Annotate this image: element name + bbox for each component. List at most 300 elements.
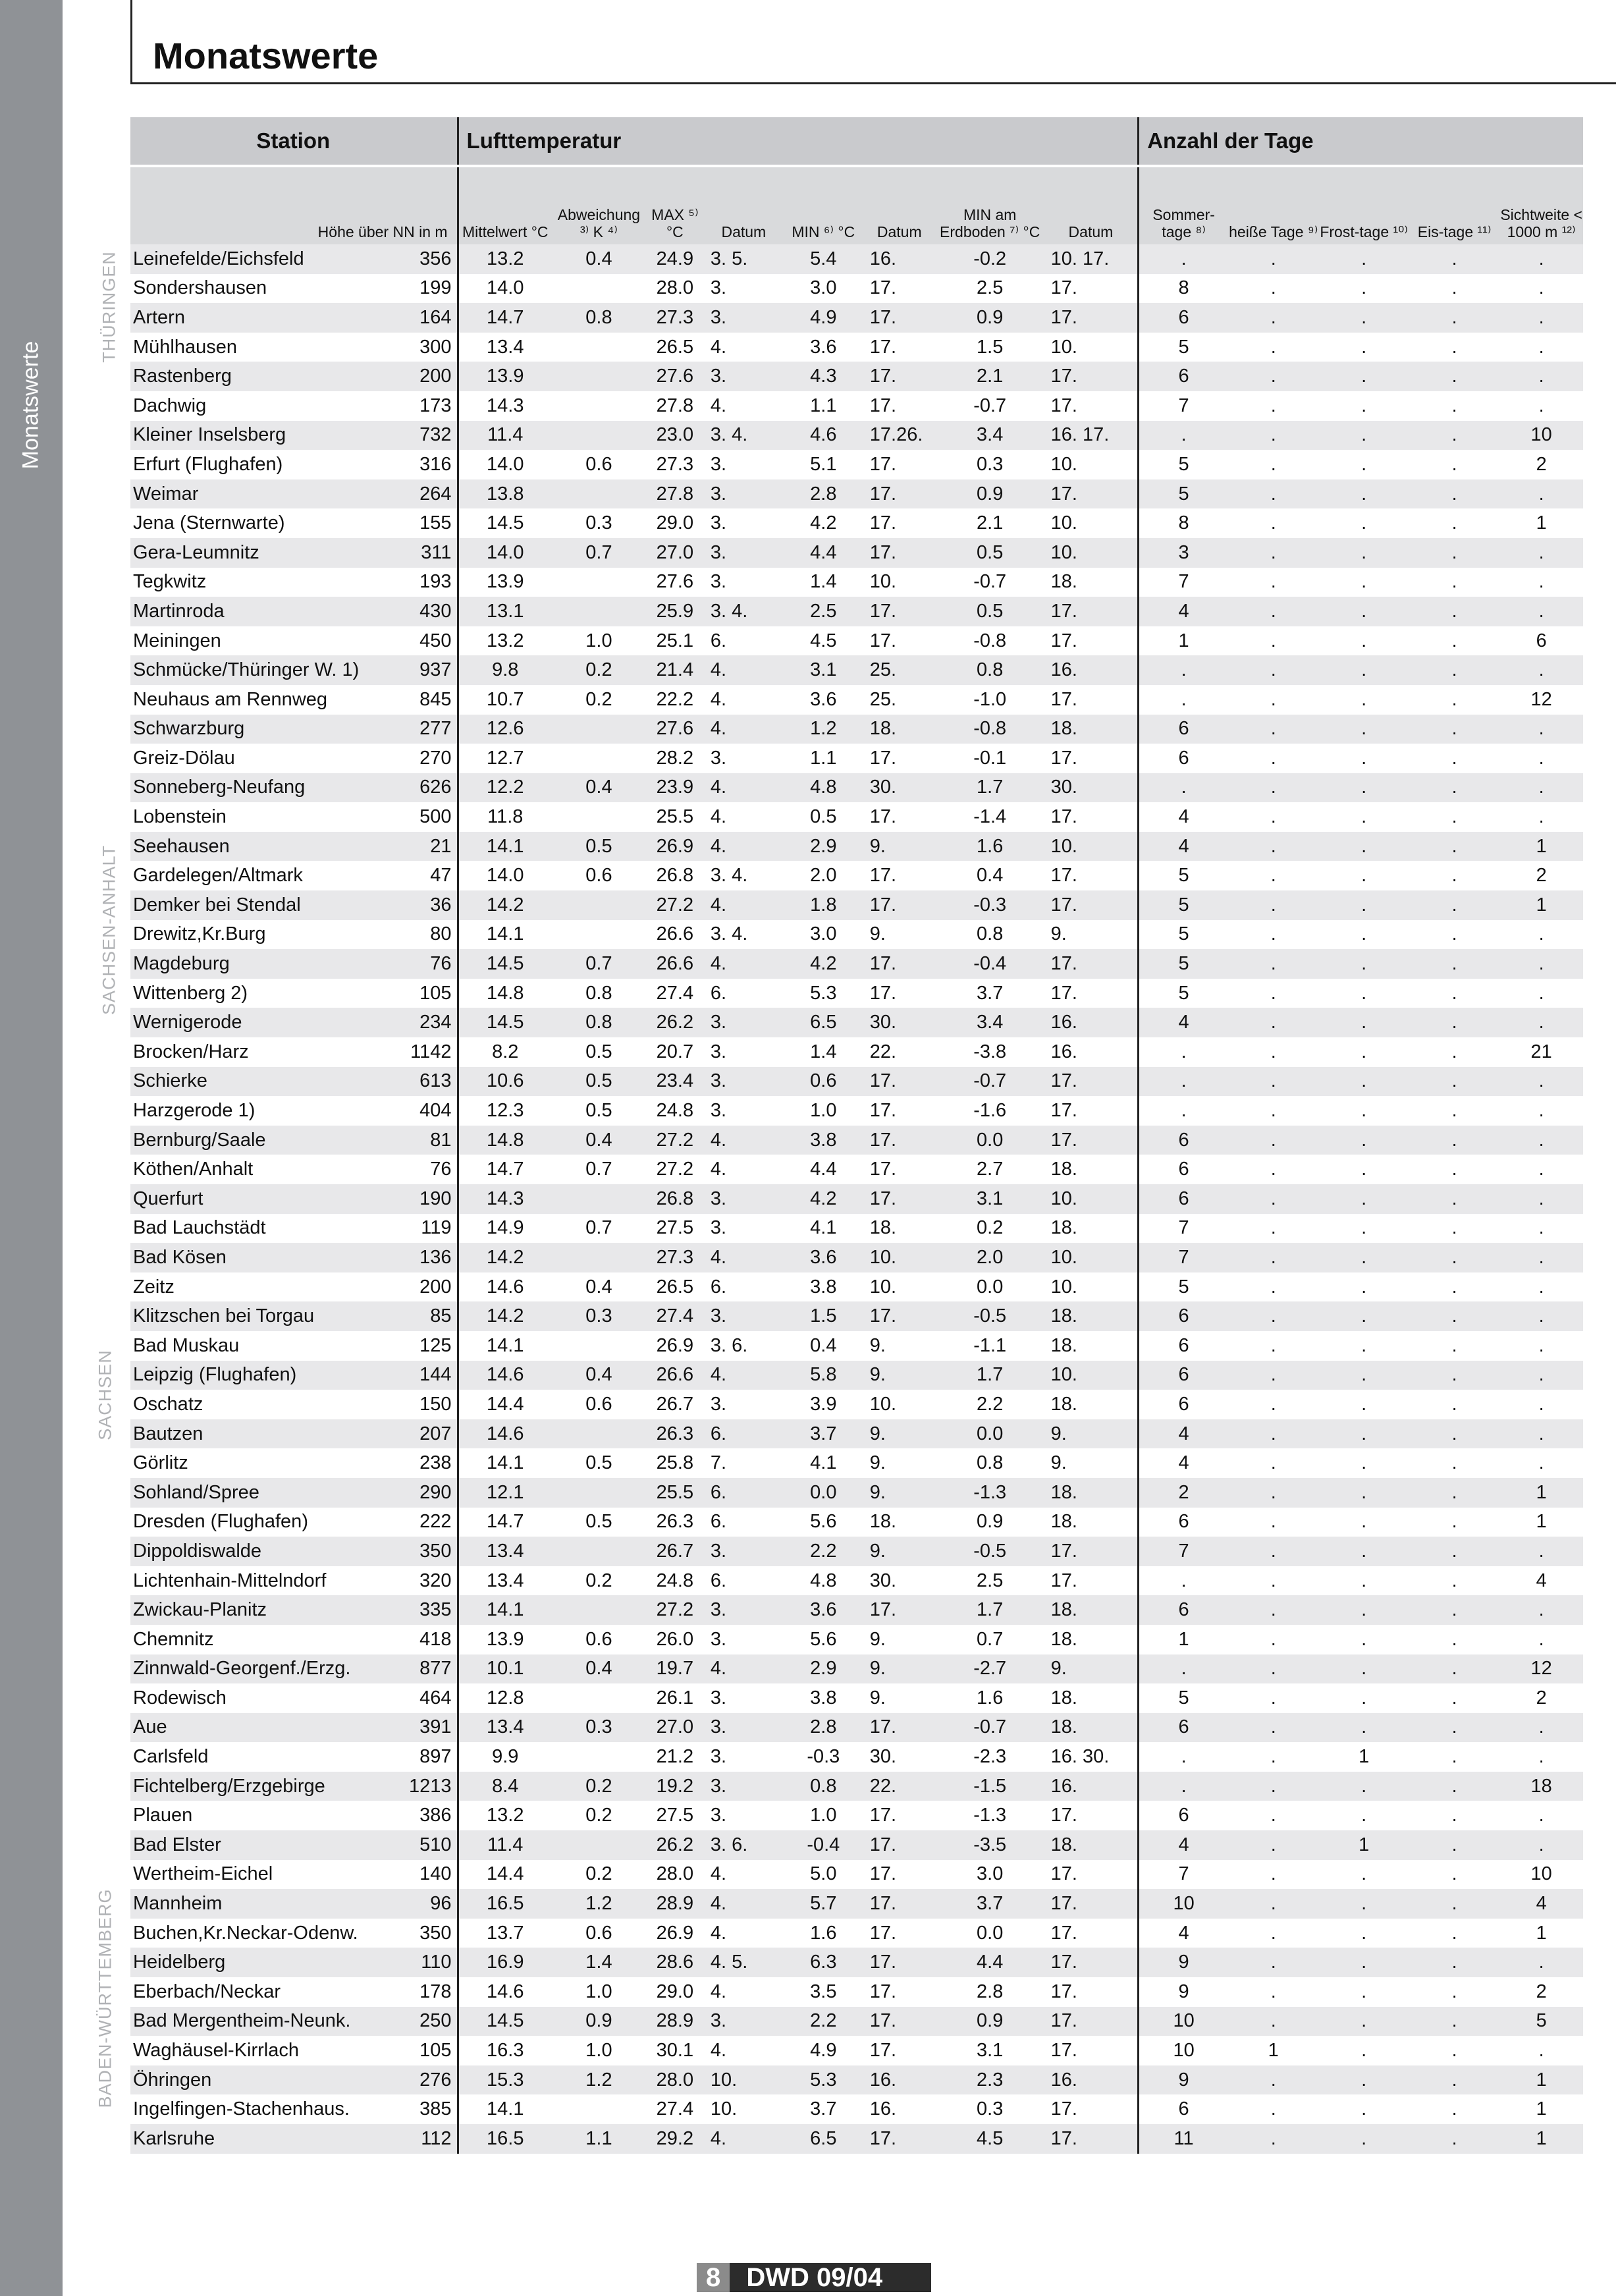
erdboden-datum: 17. xyxy=(1044,861,1139,890)
min: 6.5 xyxy=(784,1008,863,1037)
mittelwert: 14.5 xyxy=(458,949,552,979)
max: 19.7 xyxy=(646,1654,704,1684)
eistage: . xyxy=(1409,1713,1499,1743)
max: 26.8 xyxy=(656,865,694,887)
eistage: . xyxy=(1409,1067,1499,1097)
hoehe: 112 xyxy=(407,2124,458,2154)
abweichung: 1.0 xyxy=(585,630,612,651)
erdboden-datum: 17. xyxy=(1044,303,1139,333)
min-erdboden: 1.5 xyxy=(977,336,1004,358)
sommertage: 2 xyxy=(1139,1478,1228,1508)
max: 29.0 xyxy=(656,1981,694,2002)
max: 27.6 xyxy=(646,362,704,391)
sommertage: 7 xyxy=(1139,1860,1228,1890)
mittelwert: 10.6 xyxy=(458,1067,552,1097)
min-erdboden: -3.8 xyxy=(973,1041,1007,1062)
min: 1.2 xyxy=(784,715,863,744)
abweichung: 0.7 xyxy=(552,949,646,979)
heisse-tage: . xyxy=(1228,597,1318,626)
max: 27.2 xyxy=(646,1126,704,1155)
min-erdboden: 1.6 xyxy=(977,1687,1004,1708)
abweichung: 0.4 xyxy=(552,773,646,803)
erdboden-datum: 16. xyxy=(1044,1008,1139,1037)
station-name: Leipzig (Flughafen) xyxy=(130,1361,407,1390)
sichtweite: . xyxy=(1538,982,1544,1004)
sichtweite: 2 xyxy=(1536,1981,1547,2002)
frosttage: . xyxy=(1318,1478,1409,1508)
mittelwert: 14.2 xyxy=(458,1301,552,1331)
frosttage: . xyxy=(1318,1595,1409,1625)
sommertage: 6 xyxy=(1139,715,1228,744)
table-row xyxy=(130,1096,1583,1126)
heisse-tage: . xyxy=(1270,2098,1276,2120)
hoehe: 316 xyxy=(419,453,452,475)
mittelwert: 14.7 xyxy=(458,1508,552,1537)
min-erdboden: -0.2 xyxy=(936,244,1044,274)
station-name: Meiningen xyxy=(133,630,221,651)
mittelwert: 11.8 xyxy=(458,802,552,832)
sommertage: 10 xyxy=(1139,1889,1228,1919)
mittelwert: 14.2 xyxy=(458,1243,552,1272)
sommertage: 10 xyxy=(1139,2036,1228,2065)
mittelwert: 16.5 xyxy=(458,1889,552,1919)
station-name: Gardelegen/Altmark xyxy=(133,865,303,887)
heisse-tage: . xyxy=(1270,1687,1276,1708)
erdboden-datum: 17. xyxy=(1044,479,1139,509)
state-label-baden-wuerttemberg: BADEN-WÜRTTEMBERG xyxy=(95,1888,115,2108)
hoehe: 76 xyxy=(430,1159,452,1180)
eistage: . xyxy=(1409,1361,1499,1390)
max: 27.2 xyxy=(646,890,704,920)
heisse-tage: . xyxy=(1270,1570,1276,1591)
eistage: . xyxy=(1451,1687,1457,1708)
abweichung xyxy=(552,597,646,626)
header-min: MIN ⁶⁾ °C xyxy=(784,166,863,244)
sichtweite: 4 xyxy=(1499,1889,1583,1919)
heisse-tage: . xyxy=(1228,1361,1318,1390)
erdboden-datum: 17. xyxy=(1044,2124,1139,2154)
sommertage: 5 xyxy=(1139,949,1228,979)
frosttage: . xyxy=(1361,2040,1367,2062)
max: 25.1 xyxy=(656,630,694,651)
sichtweite: . xyxy=(1499,1126,1583,1155)
max-datum: 3. 4. xyxy=(704,421,784,451)
min-datum: 9. xyxy=(869,923,886,945)
min-datum: 10. xyxy=(869,1276,897,1298)
mittelwert: 14.2 xyxy=(458,890,552,920)
eistage: . xyxy=(1451,688,1457,710)
table-row xyxy=(130,508,1583,538)
heisse-tage: . xyxy=(1270,1981,1276,2002)
hoehe: 200 xyxy=(419,1276,452,1298)
mittelwert: 14.3 xyxy=(458,391,552,421)
min-datum: 17. xyxy=(863,362,936,391)
hoehe: 140 xyxy=(419,1863,452,1885)
sommertage: . xyxy=(1139,1067,1228,1097)
sommertage: . xyxy=(1139,1654,1228,1684)
eistage: . xyxy=(1451,1334,1457,1356)
heisse-tage: . xyxy=(1270,1863,1276,1885)
min: 0.8 xyxy=(784,1772,863,1801)
erdboden-datum: 18. xyxy=(1044,1301,1139,1331)
hoehe: 277 xyxy=(407,715,458,744)
station-name: Bad Mergentheim-Neunk. xyxy=(130,2007,407,2036)
heisse-tage: . xyxy=(1270,1746,1276,1768)
mittelwert: 14.0 xyxy=(458,274,552,304)
hoehe: 200 xyxy=(407,362,458,391)
min: 5.4 xyxy=(784,244,863,274)
mittelwert: 13.4 xyxy=(458,333,552,362)
heisse-tage: . xyxy=(1270,395,1276,416)
sichtweite: . xyxy=(1499,773,1583,803)
min-erdboden: 1.6 xyxy=(936,832,1044,861)
sichtweite: 10 xyxy=(1530,1863,1552,1885)
sichtweite: . xyxy=(1499,597,1583,626)
mittelwert: 11.4 xyxy=(458,1830,552,1860)
mittelwert: 14.6 xyxy=(458,1419,552,1449)
frosttage: . xyxy=(1361,1981,1367,2002)
mittelwert: 13.8 xyxy=(458,479,552,509)
min: 2.2 xyxy=(784,1537,863,1566)
frosttage: . xyxy=(1318,1713,1409,1743)
frosttage: . xyxy=(1318,244,1409,274)
min: 4.8 xyxy=(784,773,863,803)
eistage: . xyxy=(1451,277,1457,299)
sommertage: 6 xyxy=(1139,1508,1228,1537)
abweichung xyxy=(552,568,646,597)
eistage: . xyxy=(1409,1595,1499,1625)
frosttage: . xyxy=(1361,453,1367,475)
sommertage: 6 xyxy=(1139,1184,1228,1214)
frosttage: . xyxy=(1318,1419,1409,1449)
sommertage: 9 xyxy=(1139,1977,1228,2007)
max-datum: 10. xyxy=(704,2065,784,2095)
hoehe: 76 xyxy=(407,949,458,979)
table-row xyxy=(130,1331,1583,1361)
sichtweite: . xyxy=(1499,1184,1583,1214)
hoehe: 845 xyxy=(419,688,452,710)
min-erdboden: -0.8 xyxy=(973,630,1007,651)
mittelwert: 13.9 xyxy=(458,568,552,597)
heisse-tage: . xyxy=(1270,1922,1276,1944)
eistage: . xyxy=(1409,1537,1499,1566)
frosttage: 1 xyxy=(1359,1746,1370,1768)
eistage: . xyxy=(1409,244,1499,274)
abweichung: 0.8 xyxy=(552,303,646,333)
sichtweite: . xyxy=(1499,362,1583,391)
max-datum: 3. 6. xyxy=(710,1334,748,1356)
mittelwert: 12.2 xyxy=(458,773,552,803)
min: 1.0 xyxy=(810,1100,837,1122)
min: 5.3 xyxy=(784,2065,863,2095)
hoehe: 81 xyxy=(407,1126,458,1155)
mittelwert: 14.6 xyxy=(458,1272,552,1302)
header-abweichung: Abweichung ³⁾ K ⁴⁾ xyxy=(552,166,646,244)
max: 26.6 xyxy=(646,1361,704,1390)
mittelwert: 13.1 xyxy=(458,597,552,626)
min-erdboden: -1.1 xyxy=(973,1334,1007,1356)
table-row xyxy=(130,1772,1583,1801)
sichtweite: . xyxy=(1499,538,1583,568)
sommertage: 6 xyxy=(1139,1390,1228,1419)
frosttage: . xyxy=(1361,865,1367,887)
heisse-tage: . xyxy=(1228,1830,1318,1860)
eistage: . xyxy=(1409,362,1499,391)
eistage: . xyxy=(1409,1889,1499,1919)
heisse-tage: . xyxy=(1270,1511,1276,1533)
min-erdboden: 3.4 xyxy=(936,421,1044,451)
sommertage: 4 xyxy=(1139,802,1228,832)
max: 26.5 xyxy=(656,336,694,358)
hoehe: 626 xyxy=(407,773,458,803)
station-name: Dachwig xyxy=(133,395,207,416)
abweichung xyxy=(552,1331,646,1361)
min-datum: 25. xyxy=(869,688,897,710)
station-name: Schwarzburg xyxy=(130,715,407,744)
table-row xyxy=(130,1654,1583,1684)
hoehe: 418 xyxy=(419,1628,452,1650)
sichtweite: 4 xyxy=(1536,1570,1547,1591)
min-erdboden: -0.4 xyxy=(936,949,1044,979)
sichtweite: . xyxy=(1538,1805,1544,1826)
erdboden-datum: 17. xyxy=(1044,362,1139,391)
station-name: Harzgerode 1) xyxy=(133,1100,256,1122)
station-name: Neuhaus am Rennweg xyxy=(133,688,328,710)
min-erdboden: 0.8 xyxy=(977,923,1004,945)
station-name: Wittenberg 2) xyxy=(133,982,248,1004)
station-name: Bad Muskau xyxy=(133,1334,240,1356)
max-datum: 3. xyxy=(710,277,727,299)
min-erdboden: -2.3 xyxy=(973,1746,1007,1768)
frosttage: . xyxy=(1361,1922,1367,1944)
min-erdboden: -0.8 xyxy=(936,715,1044,744)
heisse-tage: . xyxy=(1228,1126,1318,1155)
eistage: . xyxy=(1409,1008,1499,1037)
station-name: Seehausen xyxy=(130,832,407,861)
min-datum: 17.26. xyxy=(863,421,936,451)
hoehe: 450 xyxy=(419,630,452,651)
mittelwert: 13.4 xyxy=(458,1713,552,1743)
max: 27.4 xyxy=(646,1301,704,1331)
min-datum: 17. xyxy=(869,1863,897,1885)
station-name: Görlitz xyxy=(133,1452,188,1474)
heisse-tage: . xyxy=(1228,655,1318,685)
min: 2.8 xyxy=(784,1713,863,1743)
max-datum: 3. xyxy=(710,1041,727,1062)
frosttage: . xyxy=(1318,832,1409,861)
min: 1.1 xyxy=(810,747,837,769)
min-datum: 18. xyxy=(863,715,936,744)
table-row xyxy=(130,1448,1583,1478)
min: 0.4 xyxy=(810,1334,837,1356)
hoehe: 464 xyxy=(419,1687,452,1708)
abweichung xyxy=(552,802,646,832)
max-datum: 4. xyxy=(710,1159,727,1180)
max: 28.0 xyxy=(646,2065,704,2095)
abweichung: 0.4 xyxy=(552,1126,646,1155)
max-datum: 3. xyxy=(710,1217,727,1239)
max-datum: 3. xyxy=(710,1628,727,1650)
sichtweite: . xyxy=(1499,1948,1583,1977)
sommertage: 6 xyxy=(1139,2094,1228,2124)
max-datum: 3. xyxy=(710,1805,727,1826)
eistage: . xyxy=(1409,773,1499,803)
heisse-tage: . xyxy=(1270,453,1276,475)
min: -0.4 xyxy=(784,1830,863,1860)
eistage: . xyxy=(1451,1217,1457,1239)
min-erdboden: -0.7 xyxy=(973,571,1007,593)
mittelwert: 13.4 xyxy=(458,1566,552,1596)
min-datum: 9. xyxy=(869,1628,886,1650)
min-erdboden: -0.7 xyxy=(973,395,1007,416)
hoehe: 199 xyxy=(419,277,452,299)
state-label-thueringen: THÜRINGEN xyxy=(99,251,119,363)
min: 5.6 xyxy=(810,1511,837,1533)
table-row xyxy=(130,1126,1583,1155)
frosttage: . xyxy=(1318,421,1409,451)
frosttage: . xyxy=(1361,747,1367,769)
erdboden-datum: 10. xyxy=(1044,450,1139,479)
erdboden-datum: 18. xyxy=(1044,1478,1139,1508)
sommertage: 4 xyxy=(1139,832,1228,861)
min: 2.0 xyxy=(810,865,837,887)
hoehe: 150 xyxy=(419,1393,452,1415)
min: 3.8 xyxy=(810,1276,837,1298)
station-name: Sonneberg-Neufang xyxy=(130,773,407,803)
min-erdboden: -0.5 xyxy=(936,1301,1044,1331)
erdboden-datum: 17. xyxy=(1044,1801,1139,1830)
min-erdboden: 2.8 xyxy=(977,1981,1004,2002)
max: 27.2 xyxy=(646,1595,704,1625)
mittelwert: 15.3 xyxy=(458,2065,552,2095)
eistage: . xyxy=(1409,1830,1499,1860)
mittelwert: 10.1 xyxy=(458,1654,552,1684)
abweichung xyxy=(552,1683,646,1713)
heisse-tage: . xyxy=(1228,1595,1318,1625)
page-title: Monatswerte xyxy=(153,35,379,76)
header-datum-erdboden: Datum xyxy=(1044,166,1139,244)
hoehe: 335 xyxy=(407,1595,458,1625)
table-row xyxy=(130,1860,1583,1890)
min-datum: 17. xyxy=(869,395,897,416)
min-erdboden: 0.5 xyxy=(936,538,1044,568)
min-datum: 16. xyxy=(869,2098,897,2120)
min-erdboden: 0.9 xyxy=(936,303,1044,333)
erdboden-datum: 17. xyxy=(1044,1889,1139,1919)
erdboden-datum: 10. xyxy=(1044,1243,1139,1272)
sichtweite: . xyxy=(1538,923,1544,945)
mittelwert: 12.1 xyxy=(458,1478,552,1508)
frosttage: . xyxy=(1361,1100,1367,1122)
table-row xyxy=(130,1948,1583,1977)
frosttage: . xyxy=(1361,1393,1367,1415)
frosttage: . xyxy=(1361,2098,1367,2120)
heisse-tage: . xyxy=(1228,1889,1318,1919)
min-erdboden: 0.0 xyxy=(977,1276,1004,1298)
max-datum: 6. xyxy=(710,1511,727,1533)
table-row xyxy=(130,715,1583,744)
table-row xyxy=(130,1566,1583,1596)
station-name: Sondershausen xyxy=(133,277,267,299)
min: 3.8 xyxy=(810,1687,837,1708)
min-erdboden: 0.8 xyxy=(977,1452,1004,1474)
sichtweite: 1 xyxy=(1536,2098,1547,2120)
min: 4.9 xyxy=(784,303,863,333)
erdboden-datum: 17. xyxy=(1044,949,1139,979)
min: 5.6 xyxy=(810,1628,837,1650)
erdboden-datum: 16. 30. xyxy=(1044,1742,1139,1772)
eistage: . xyxy=(1451,1452,1457,1474)
mittelwert: 14.9 xyxy=(458,1214,552,1244)
max-datum: 3. xyxy=(704,1184,784,1214)
max-datum: 6. xyxy=(704,1419,784,1449)
table-row xyxy=(130,1067,1583,1097)
mittelwert: 14.1 xyxy=(458,920,552,950)
hoehe: 85 xyxy=(407,1301,458,1331)
max: 24.8 xyxy=(656,1100,694,1122)
abweichung xyxy=(552,744,646,773)
eistage: . xyxy=(1451,747,1457,769)
heisse-tage: . xyxy=(1228,890,1318,920)
sichtweite: . xyxy=(1499,1361,1583,1390)
min-datum: 10. xyxy=(869,1393,897,1415)
table-row xyxy=(130,1977,1583,2007)
sichtweite: . xyxy=(1499,1713,1583,1743)
mittelwert: 13.2 xyxy=(458,244,552,274)
station-name: Rodewisch xyxy=(133,1687,227,1708)
min: 3.6 xyxy=(810,688,837,710)
table-row xyxy=(130,2007,1583,2036)
min-datum: 17. xyxy=(863,2007,936,2036)
heisse-tage: . xyxy=(1228,2065,1318,2095)
max: 26.9 xyxy=(646,832,704,861)
sichtweite: 1 xyxy=(1499,890,1583,920)
max: 27.5 xyxy=(656,1805,694,1826)
frosttage: . xyxy=(1318,1654,1409,1684)
hoehe: 164 xyxy=(407,303,458,333)
abweichung: 1.2 xyxy=(552,1889,646,1919)
mittelwert: 14.8 xyxy=(458,979,552,1008)
frosttage: . xyxy=(1361,1041,1367,1062)
abweichung: 0.6 xyxy=(585,865,612,887)
min-datum: 17. xyxy=(869,453,897,475)
station-name: Chemnitz xyxy=(133,1628,214,1650)
mittelwert: 14.1 xyxy=(458,832,552,861)
hoehe: 193 xyxy=(419,571,452,593)
hoehe: 897 xyxy=(419,1746,452,1768)
min-erdboden: 1.7 xyxy=(936,1595,1044,1625)
min-datum: 17. xyxy=(863,949,936,979)
max-datum: 4. xyxy=(704,1361,784,1390)
sommertage: . xyxy=(1139,655,1228,685)
sommertage: 5 xyxy=(1139,861,1228,890)
sichtweite: 12 xyxy=(1499,1654,1583,1684)
min-erdboden: 0.8 xyxy=(936,655,1044,685)
eistage: . xyxy=(1451,630,1457,651)
erdboden-datum: 17. xyxy=(1044,391,1139,421)
heisse-tage: . xyxy=(1270,1217,1276,1239)
table-row xyxy=(130,1390,1583,1419)
station-name: Lichtenhain-Mittelndorf xyxy=(133,1570,327,1591)
abweichung: 0.2 xyxy=(552,655,646,685)
eistage: . xyxy=(1451,1805,1457,1826)
erdboden-datum: 18. xyxy=(1044,1595,1139,1625)
table-row xyxy=(130,1801,1583,1830)
station-name: Zinnwald-Georgenf./Erzg. xyxy=(130,1654,407,1684)
eistage: . xyxy=(1451,1570,1457,1591)
min-erdboden: -1.6 xyxy=(973,1100,1007,1122)
hoehe: 178 xyxy=(419,1981,452,2002)
